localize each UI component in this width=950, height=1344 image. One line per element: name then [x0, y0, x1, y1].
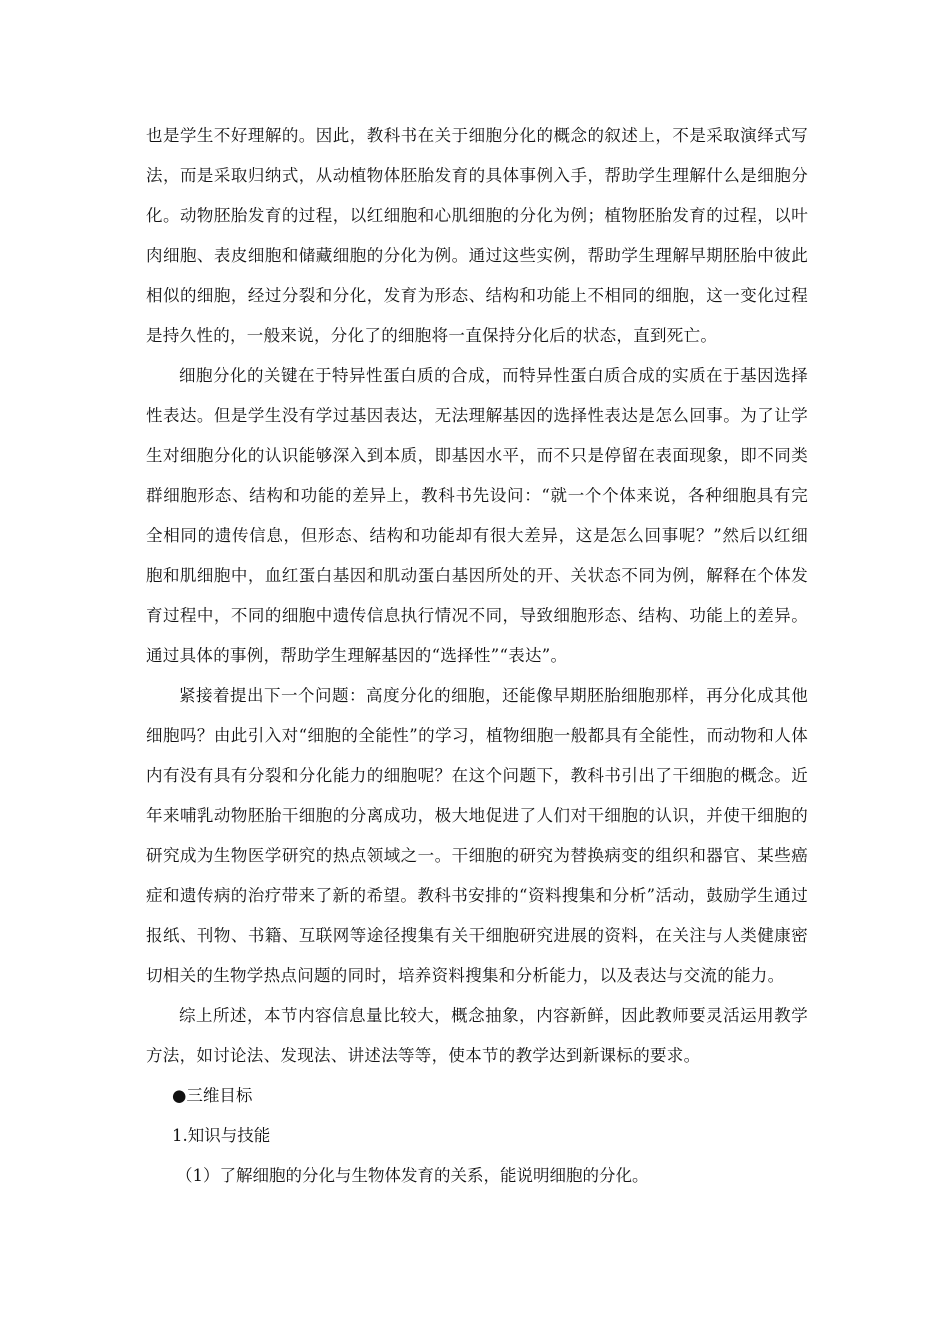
- subheading-knowledge-skills: 1.知识与技能: [172, 1126, 271, 1145]
- paragraph-summary: 综上所述，本节内容信息量比较大，概念抽象，内容新鲜，因此教师要灵活运用教学方法，如讨论法、发现法、讲述法等等，使本节的教学达到新课标的要求。: [146, 1006, 808, 1065]
- paragraph-gene-selective-expression: 细胞分化的关键在于特异性蛋白质的合成，而特异性蛋白质合成的实质在于基因选择性表达。但是学生没有学过基因表达，无法理解基因的选择性表达是怎么回事。为了让学生对细胞分化的认识能够深入到本质，即基因水平，而不只是停留在表面现象，即不同类群细胞形态、结构和功能的差异上，教科书先设问：“就一个个体来说，各种细胞具有完全相同的遗传信息，但形态、结构和功能却有很大差异，这是怎么回事呢？”然后以红细胞和肌细胞中，血红蛋白基因和肌动蛋白基因所处的开、关状态不同为例，解释在个体发育过程中，不同的细胞中遗传信息执行情况不同，导致细胞形态、结构、功能上的差异。通过具体的事例，帮助学生理解基因的“选择性”“表达”。: [146, 366, 808, 665]
- paragraph-stem-cells: 紧接着提出下一个问题：高度分化的细胞，还能像早期胚胎细胞那样，再分化成其他细胞吗？由此引入对“细胞的全能性”的学习，植物细胞一般都具有全能性，而动物和人体内有没有具有分裂和分化能力的细胞呢？在这个问题下，教科书引出了干细胞的概念。近年来哺乳动物胚胎干细胞的分离成功，极大地促进了人们对干细胞的认识，并使干细胞的研究成为生物医学研究的热点领域之一。干细胞的研究为替换病变的组织和器官、某些癌症和遗传病的治疗带来了新的希望。教科书安排的“资料搜集和分析”活动，鼓励学生通过报纸、刊物、书籍、互联网等途径搜集有关干细胞研究进展的资料，在关注与人类健康密切相关的生物学热点问题的同时，培养资料搜集和分析能力，以及表达与交流的能力。: [146, 686, 808, 985]
- list-item-objective-1: （1）了解细胞的分化与生物体发育的关系，能说明细胞的分化。: [176, 1166, 649, 1185]
- paragraph-cell-differentiation-concept: 也是学生不好理解的。因此，教科书在关于细胞分化的概念的叙述上，不是采取演绎式写法，而是采取归纳式，从动植物体胚胎发育的具体事例入手，帮助学生理解什么是细胞分化。动物胚胎发育的过程，以红细胞和心肌细胞的分化为例；植物胚胎发育的过程，以叶肉细胞、表皮细胞和储藏细胞的分化为例。通过这些实例，帮助学生理解早期胚胎中彼此相似的细胞，经过分裂和分化，发育为形态、结构和功能上不相同的细胞，这一变化过程是持久性的，一般来说，分化了的细胞将一直保持分化后的状态，直到死亡。: [146, 126, 808, 345]
- section-heading-objectives: ●三维目标: [172, 1086, 253, 1105]
- document-body: [146, 116, 808, 1196]
